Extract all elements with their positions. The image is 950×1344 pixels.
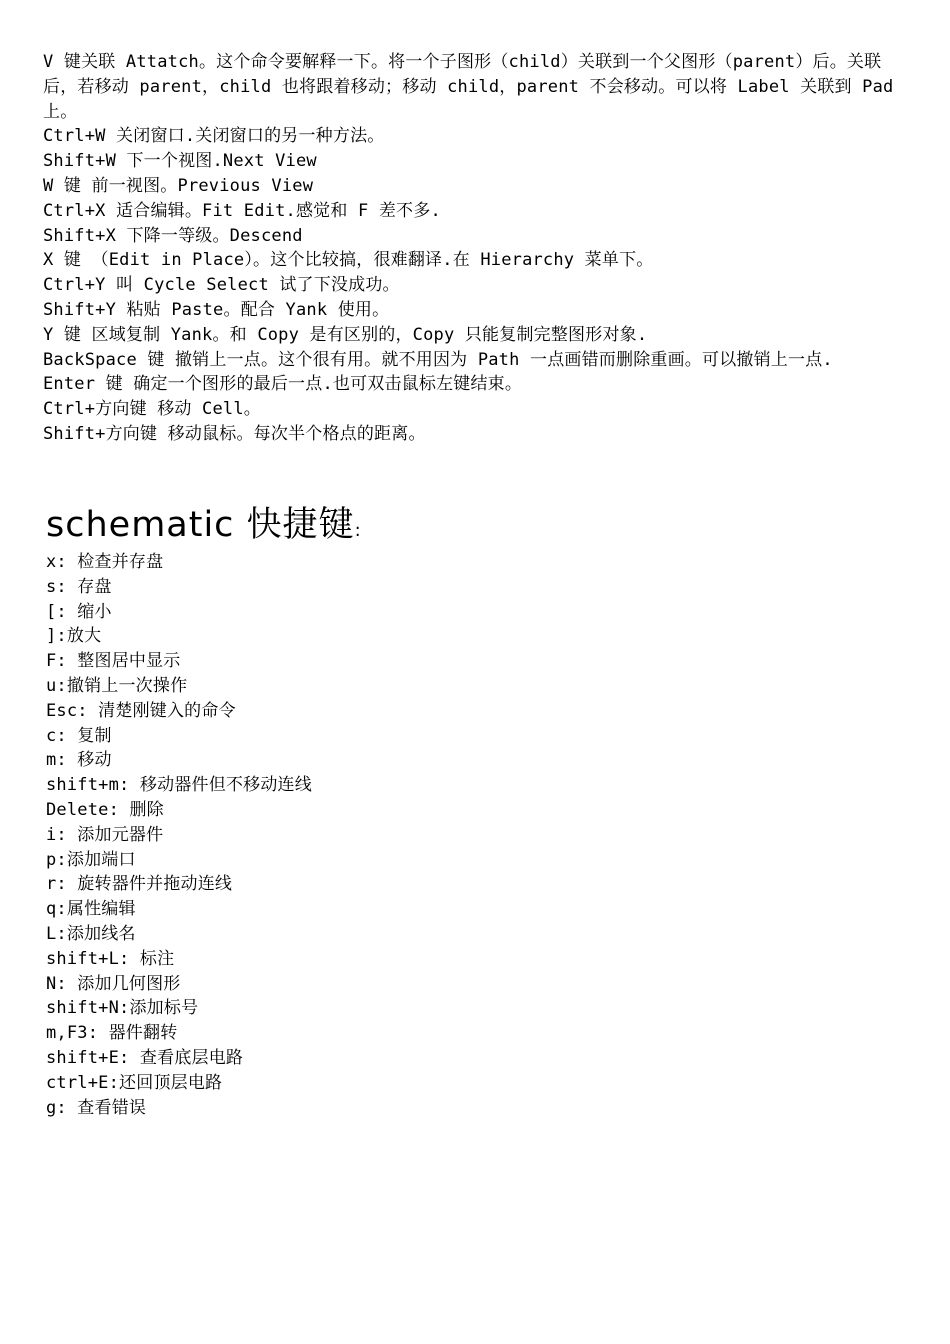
note-line: X 键 （Edit in Place）。这个比较搞，很难翻译.在 Hierarchy 菜单下。 — [43, 250, 654, 271]
note-line: Shift+Y 粘贴 Paste。配合 Yank 使用。 — [43, 299, 390, 320]
list-item: Delete: 删除 — [46, 799, 164, 820]
list-item: shift+E: 查看底层电路 — [46, 1047, 244, 1068]
note-line: W 键 前一视图。Previous View — [43, 175, 314, 196]
list-item: L:添加线名 — [46, 923, 136, 944]
list-item: shift+m: 移动器件但不移动连线 — [46, 775, 312, 796]
note-line: Shift+W 下一个视图.Next View — [43, 151, 317, 172]
note-line: V 键关联 Attatch。这个命令要解释一下。将一个子图形（child）关联到一个父图形（parent）后。关联后，若移动 parent，child 也将跟着移动；移动 child，parent 不会移动。可以将 Label 关联到 Pad 上。 — [43, 52, 904, 122]
list-item: q:属性编辑 — [46, 899, 136, 920]
list-item: u:撤销上一次操作 — [46, 675, 188, 696]
list-item: c: 复制 — [46, 725, 112, 746]
section-heading — [46, 500, 362, 556]
note-line: Y 键 区域复制 Yank。和 Copy 是有区别的，Copy 只能复制完整图形对象. — [43, 324, 648, 345]
list-item: s: 存盘 — [46, 576, 112, 597]
list-item: x: 检查并存盘 — [46, 552, 164, 572]
shortcut-notes-block — [43, 50, 905, 447]
list-item: shift+L: 标注 — [46, 948, 175, 969]
list-item: ]:放大 — [46, 626, 102, 647]
note-line: Ctrl+X 适合编辑。Fit Edit.感觉和 F 差不多. — [43, 200, 441, 221]
list-item: F: 整图居中显示 — [46, 651, 181, 672]
note-line: Shift+方向键 移动鼠标。每次半个格点的距离。 — [43, 423, 426, 444]
list-item: [: 缩小 — [46, 601, 112, 622]
section-heading-text: schematic 快捷键 — [46, 505, 355, 545]
list-item: ctrl+E:还回顶层电路 — [46, 1072, 223, 1093]
note-line: Ctrl+W 关闭窗口.关闭窗口的另一种方法。 — [43, 126, 385, 147]
list-item: i: 添加元器件 — [46, 824, 164, 845]
list-item: r: 旋转器件并拖动连线 — [46, 874, 233, 895]
note-line: Enter 键 确定一个图形的最后一点.也可双击鼠标左键结束。 — [43, 374, 523, 395]
note-line: BackSpace 键 撤销上一点。这个很有用。就不用因为 Path 一点画错而删除重画。可以撤销上一点. — [43, 349, 833, 370]
list-item: N: 添加几何图形 — [46, 973, 181, 994]
section-heading-colon: : — [354, 520, 362, 541]
list-item: m: 移动 — [46, 750, 112, 771]
list-item: g: 查看错误 — [46, 1097, 147, 1118]
note-line: Ctrl+方向键 移动 Cell。 — [43, 399, 261, 420]
note-line: Ctrl+Y 叫 Cycle Select 试了下没成功。 — [43, 275, 400, 296]
list-item: shift+N:添加标号 — [46, 998, 199, 1019]
list-item: Esc: 清楚刚键入的命令 — [46, 700, 236, 721]
list-item: m,F3: 器件翻转 — [46, 1023, 178, 1044]
list-item: p:添加端口 — [46, 849, 136, 870]
schematic-shortcut-list — [46, 550, 646, 1120]
note-line: Shift+X 下降一等级。Descend — [43, 225, 303, 246]
